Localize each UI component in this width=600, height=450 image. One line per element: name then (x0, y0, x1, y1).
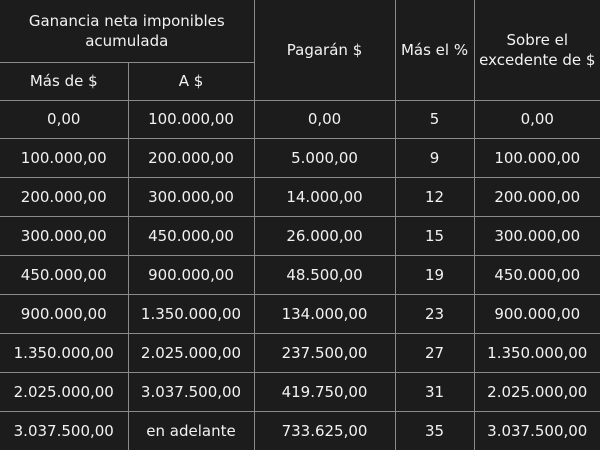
cell-percent: 15 (395, 217, 474, 256)
cell-percent: 5 (395, 100, 474, 139)
cell-from: 100.000,00 (0, 139, 128, 178)
cell-pay: 14.000,00 (254, 178, 395, 217)
cell-from: 0,00 (0, 100, 128, 139)
cell-percent: 23 (395, 294, 474, 333)
table-row (0, 217, 600, 256)
cell-excess: 2.025.000,00 (474, 372, 600, 411)
cell-to: 450.000,00 (128, 217, 254, 256)
cell-excess: 900.000,00 (474, 294, 600, 333)
cell-pay: 5.000,00 (254, 139, 395, 178)
cell-from: 2.025.000,00 (0, 372, 128, 411)
table-row (0, 333, 600, 372)
cell-percent: 19 (395, 256, 474, 295)
cell-to: 200.000,00 (128, 139, 254, 178)
header-taxable-income-group: Ganancia neta imponibles acumulada (0, 0, 254, 62)
table-row (0, 178, 600, 217)
cell-excess: 3.037.500,00 (474, 411, 600, 450)
table-row (0, 100, 600, 139)
cell-excess: 200.000,00 (474, 178, 600, 217)
cell-pay: 419.750,00 (254, 372, 395, 411)
cell-from: 3.037.500,00 (0, 411, 128, 450)
table-row (0, 372, 600, 411)
cell-from: 1.350.000,00 (0, 333, 128, 372)
cell-pay: 237.500,00 (254, 333, 395, 372)
header-percent: Más el % (395, 0, 474, 100)
table-row (0, 256, 600, 295)
cell-percent: 9 (395, 139, 474, 178)
cell-to: en adelante (128, 411, 254, 450)
cell-to: 1.350.000,00 (128, 294, 254, 333)
cell-from: 300.000,00 (0, 217, 128, 256)
header-to: A $ (128, 62, 254, 100)
cell-pay: 733.625,00 (254, 411, 395, 450)
cell-to: 3.037.500,00 (128, 372, 254, 411)
cell-percent: 27 (395, 333, 474, 372)
cell-pay: 48.500,00 (254, 256, 395, 295)
cell-to: 300.000,00 (128, 178, 254, 217)
cell-from: 200.000,00 (0, 178, 128, 217)
cell-from: 450.000,00 (0, 256, 128, 295)
cell-from: 900.000,00 (0, 294, 128, 333)
table-header (0, 0, 600, 100)
cell-pay: 134.000,00 (254, 294, 395, 333)
cell-excess: 450.000,00 (474, 256, 600, 295)
header-pay: Pagarán $ (254, 0, 395, 100)
cell-to: 2.025.000,00 (128, 333, 254, 372)
cell-excess: 300.000,00 (474, 217, 600, 256)
header-from: Más de $ (0, 62, 128, 100)
header-row-top (0, 0, 600, 62)
table-body (0, 100, 600, 450)
cell-to: 100.000,00 (128, 100, 254, 139)
cell-pay: 0,00 (254, 100, 395, 139)
table-row (0, 294, 600, 333)
table-row (0, 411, 600, 450)
cell-pay: 26.000,00 (254, 217, 395, 256)
cell-excess: 1.350.000,00 (474, 333, 600, 372)
cell-percent: 35 (395, 411, 474, 450)
cell-percent: 12 (395, 178, 474, 217)
cell-percent: 31 (395, 372, 474, 411)
table-row (0, 139, 600, 178)
cell-excess: 0,00 (474, 100, 600, 139)
cell-to: 900.000,00 (128, 256, 254, 295)
header-excess: Sobre el excedente de $ (474, 0, 600, 100)
cell-excess: 100.000,00 (474, 139, 600, 178)
